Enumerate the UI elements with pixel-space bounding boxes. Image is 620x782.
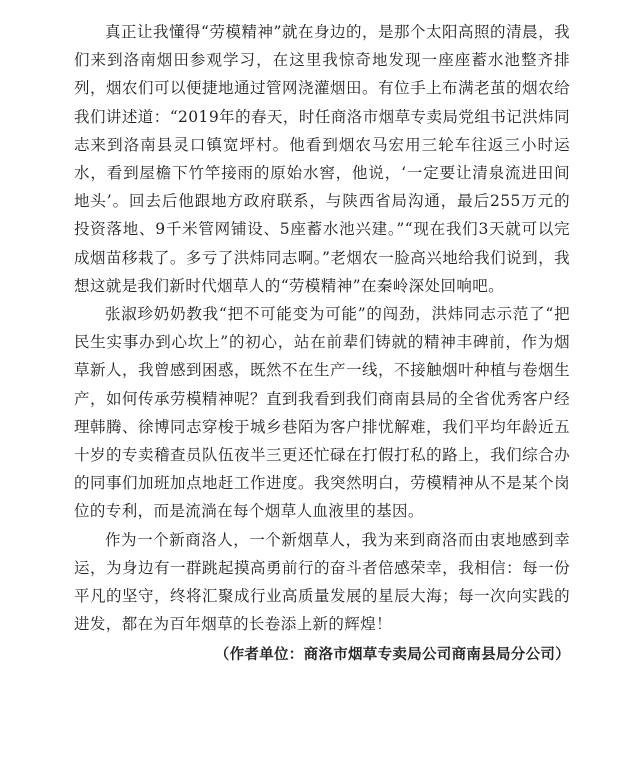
article-paragraph-1: 真正让我懂得“劳模精神”就在身边的，是那个太阳高照的清晨，我们来到洛南烟田参观学习，在这里我惊奇地发现一座座蓄水池整齐排列，烟农们可以便捷地通过管网浇灌烟田。有位手上布满老茧的烟农给我们讲述道：“2019年的春天，时任商洛市烟草专卖局党组书记洪炜同志来到洛南县灵口镇宽坪村。他看到烟农马宏用三轮车往返三小时运水，看到屋檐下竹竿接雨的原始水窖，他说，‘一定要让清泉流进田间地头’。回去后他跟地方政府联系，与陕西省局沟通，最后255万元的投资落地、9千米管网铺设、5座蓄水池兴建。”“现在我们3天就可以完成烟苗移栽了。多亏了洪炜同志啊。”老烟农一脸高兴地给我们说到，我想这就是我们新时代烟草人的“劳模精神”在秦岭深处回响吧。 (74, 23, 570, 295)
article-paragraph-3: 作为一个新商洛人，一个新烟草人，我为来到商洛而由衷地感到幸运，为身边有一群跳起摸高勇前行的奋斗者倍感荣幸，我相信：每一份平凡的坚守，终将汇聚成行业高质量发展的星辰大海；每一次向实践的进发，都在为百年烟草的长卷添上新的辉煌！ (74, 530, 570, 634)
author-affiliation: （作者单位：商洛市烟草专卖局公司商南县局分公司） (214, 647, 570, 664)
article-paragraph-2: 张淑珍奶奶教我“把不可能变为可能”的闯劲，洪炜同志示范了“把民生实事办到心坎上”的初心，站在前辈们铸就的精神丰碑前，作为烟草新人，我曾感到困惑，既然不在生产一线，不接触烟叶种植与卷烟生产，如何传承劳模精神呢？直到我看到我们商南县局的全省优秀客户经理韩腾、徐博同志穿梭于城乡巷陌为客户排忧解难，我们平均年龄近五十岁的专卖稽查员队伍夜半三更还忙碌在打假打私的路上，我们综合办的同事们加班加点地赶工作进度。我突然明白，劳模精神从不是某个岗位的专利，而是流淌在每个烟草人血液里的基因。 (74, 305, 570, 521)
